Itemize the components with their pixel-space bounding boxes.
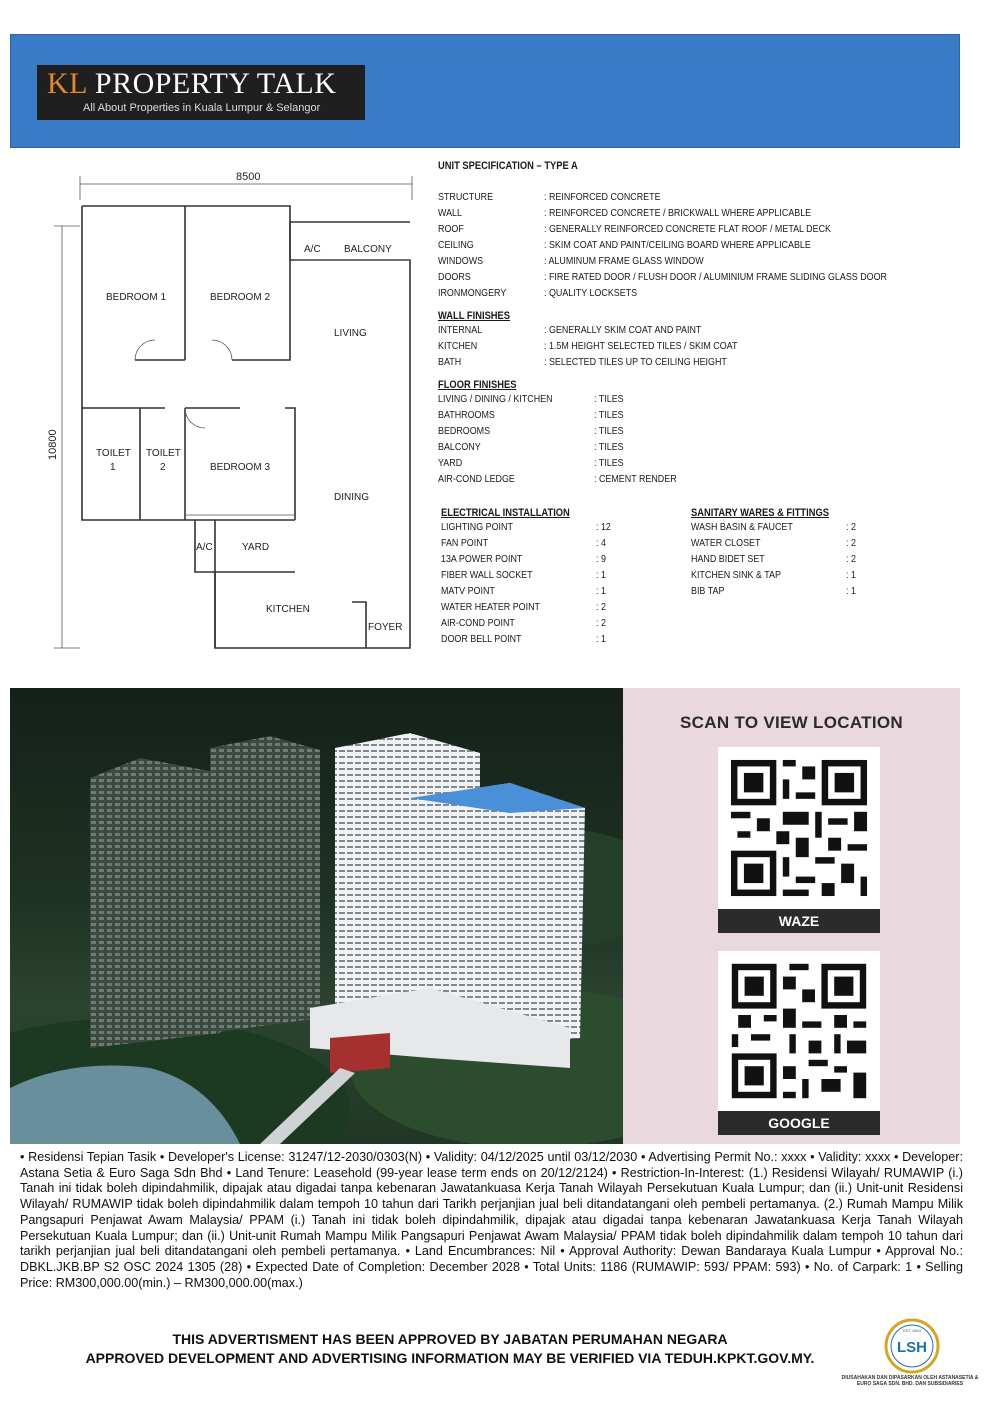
spec-row: BALCONY : TILES bbox=[438, 441, 624, 453]
waze-qr-icon[interactable] bbox=[718, 747, 880, 909]
spec-row: BATHROOMS : TILES bbox=[438, 409, 624, 421]
room-bedroom2: BEDROOM 2 bbox=[210, 292, 271, 303]
brand-logo bbox=[37, 65, 365, 120]
spec-row: DOOR BELL POINT : 1 bbox=[441, 633, 606, 645]
spec-row: LIVING / DINING / KITCHEN : TILES bbox=[438, 393, 624, 405]
google-label[interactable]: GOOGLE bbox=[718, 1111, 880, 1135]
room-toilet2-num: 2 bbox=[160, 462, 166, 473]
spec-row: BIB TAP : 1 bbox=[691, 585, 856, 597]
floor-finishes-list bbox=[438, 391, 958, 487]
approval-line-1: THIS ADVERTISMENT HAS BEEN APPROVED BY JABATAN PERUMAHAN NEGARA bbox=[172, 1331, 728, 1347]
width-dimension: 8500 bbox=[236, 171, 261, 183]
scan-title: SCAN TO VIEW LOCATION bbox=[680, 713, 903, 732]
spec-row: YARD : TILES bbox=[438, 457, 624, 469]
height-dimension: 10800 bbox=[47, 429, 59, 460]
waze-label[interactable]: WAZE bbox=[718, 909, 880, 933]
room-toilet1-num: 1 bbox=[110, 462, 116, 473]
spec-row: INTERNAL : GENERALLY SKIM COAT AND PAINT bbox=[438, 324, 702, 336]
spec-row: STRUCTURE : REINFORCED CONCRETE bbox=[438, 191, 661, 203]
room-living: LIVING bbox=[334, 328, 367, 339]
approval-line-2: APPROVED DEVELOPMENT AND ADVERTISING INFORMATION MAY BE VERIFIED VIA TEDUH.KPKT.GOV.MY. bbox=[85, 1350, 815, 1366]
spec-row: WASH BASIN & FAUCET : 2 bbox=[691, 521, 856, 533]
spec-row: HAND BIDET SET : 2 bbox=[691, 553, 856, 565]
room-yard: YARD bbox=[242, 542, 270, 553]
room-dining: DINING bbox=[334, 492, 369, 503]
lsh-caption: DIUSAHAKAN DAN DIPASARKAN OLEH ASTANASETIA & EURO SAGA SDN. BHD. DAN SUBSIDIARIES bbox=[841, 1375, 979, 1387]
spec-row: WATER HEATER POINT : 2 bbox=[441, 601, 606, 613]
spec-row: WATER CLOSET : 2 bbox=[691, 537, 856, 549]
render-illustration bbox=[10, 688, 623, 1144]
legal-disclosure: • Residensi Tepian Tasik • Developer's License: 31247/12-2030/0303(N) • Validity: 04/12/2025 until 03/12/2030 • Advertising Permit No.: xxxx • Validity: xxxx • Developer: Astana Setia & Euro Saga Sdn Bhd • Land Tenure: Leasehold (99-year lease term ends on 20/12/2124) • Restriction-In-Interest: (1.) Residensi Wilayah/ RUMAWIP (i.) Tanah ini tidak boleh dipindahmilik, dipajak atau digadai tanpa kebenaran Jawatankuasa Kerja Tanah Wilayah Persekutuan Kuala Lumpur; dan (ii.) Unit-unit Residensi Wilayah/ RUMAWIP tidak boleh dipindahmilik dalam tempoh 10 tahun dari Tarikh perjanjian jual beli ditandatangani oleh pembeli pertamanya. (2.) Rumah Mampu Milik Pangsapuri Penjawat Awam Malaysia/ PPAM (i.) Tanah ini tidak boleh dipindahmilik, dipajak atau digadai tanpa kebenaran Jawatankuasa Kerja Tanah Wilayah Persekutuan Kuala Lumpur; dan (ii.) Unit-unit Rumah Mampu Milik Pangsapuri Penjawat Awam Malaysia/ PPAM tidak boleh dipindahmilik dalam tempoh 10 tahun dari tarikh perjanjian jual beli ditandatangani oleh pembeli pertamanya. • Land Encumbrances: Nil • Approval Authority: Dewan Bandaraya Kuala Lumpur • Approval No.: DBKL.JKB.BP S2 OSC 2024 1305 (28) • Expected Date of Completion: December 2028 • Total Units: 1186 (RUMAWIP: 593/ PPAM: 593) • No. of Carpark: 1 • Selling Price: RM300,000.00(min.) – RM300,000.00(max.) bbox=[20, 1150, 963, 1290]
room-ac-yard: A/C bbox=[196, 542, 213, 553]
header-band bbox=[10, 34, 960, 148]
brand-tagline: All About Properties in Kuala Lumpur & Selangor bbox=[83, 102, 321, 114]
lsh-logo bbox=[884, 1318, 940, 1374]
spec-row: WALL : REINFORCED CONCRETE / BRICKWALL WHERE APPLICABLE bbox=[438, 207, 812, 219]
wall-finishes-heading: WALL FINISHES bbox=[438, 310, 511, 322]
spec-row: MATV POINT : 1 bbox=[441, 585, 606, 597]
room-balcony: BALCONY bbox=[344, 244, 392, 255]
wall-finishes-list bbox=[438, 322, 958, 370]
room-toilet2: TOILET bbox=[146, 448, 181, 459]
brand-kl: KL bbox=[47, 67, 87, 100]
spec-row: BATH : SELECTED TILES UP TO CEILING HEIGHT bbox=[438, 356, 727, 368]
spec-row: BEDROOMS : TILES bbox=[438, 425, 624, 437]
google-qr-icon[interactable] bbox=[718, 951, 880, 1111]
spec-row: FAN POINT : 4 bbox=[441, 537, 606, 549]
building-render bbox=[10, 688, 623, 1144]
electrical-installation bbox=[441, 507, 681, 647]
lsh-logo-text: LSH bbox=[897, 1339, 927, 1356]
spec-title: UNIT SPECIFICATION – TYPE A bbox=[438, 160, 578, 172]
spec-row: ROOF : GENERALLY REINFORCED CONCRETE FLAT ROOF / METAL DECK bbox=[438, 223, 831, 235]
room-bedroom3: BEDROOM 3 bbox=[210, 462, 271, 473]
spec-row: AIR-COND POINT : 2 bbox=[441, 617, 606, 629]
spec-row: CEILING : SKIM COAT AND PAINT/CEILING BOARD WHERE APPLICABLE bbox=[438, 239, 811, 251]
spec-row: LIGHTING POINT : 12 bbox=[441, 521, 611, 533]
floor-plan bbox=[40, 160, 430, 660]
room-toilet1: TOILET bbox=[96, 448, 131, 459]
spec-row: 13A POWER POINT : 9 bbox=[441, 553, 606, 565]
spec-row: FIBER WALL SOCKET : 1 bbox=[441, 569, 606, 581]
sanitary-heading: SANITARY WARES & FITTINGS bbox=[691, 507, 830, 519]
brand-title bbox=[47, 67, 336, 101]
electrical-heading: ELECTRICAL INSTALLATION bbox=[441, 507, 570, 519]
room-foyer: FOYER bbox=[368, 622, 403, 633]
brand-rest: PROPERTY TALK bbox=[86, 67, 337, 100]
room-kitchen: KITCHEN bbox=[266, 604, 310, 615]
spec-row: IRONMONGERY : QUALITY LOCKSETS bbox=[438, 287, 638, 299]
scan-location-panel bbox=[623, 688, 960, 1144]
spec-row: DOORS : FIRE RATED DOOR / FLUSH DOOR / ALUMINIUM FRAME SLIDING GLASS DOOR bbox=[438, 271, 888, 283]
spec-row: KITCHEN SINK & TAP : 1 bbox=[691, 569, 856, 581]
spec-row: WINDOWS : ALUMINUM FRAME GLASS WINDOW bbox=[438, 255, 704, 267]
google-qr-card[interactable] bbox=[718, 951, 880, 1135]
unit-specification bbox=[438, 160, 958, 645]
room-bedroom1: BEDROOM 1 bbox=[106, 292, 167, 303]
lsh-logo-top: EST 1964 bbox=[903, 1328, 921, 1333]
spec-general-list bbox=[438, 189, 958, 301]
room-ac-top: A/C bbox=[304, 244, 321, 255]
spec-row: AIR-COND LEDGE : CEMENT RENDER bbox=[438, 473, 677, 485]
waze-qr-card[interactable] bbox=[718, 747, 880, 933]
sanitary-wares bbox=[691, 507, 931, 599]
floor-finishes-heading: FLOOR FINISHES bbox=[438, 379, 517, 391]
approval-notice bbox=[30, 1330, 870, 1368]
spec-row: KITCHEN : 1.5M HEIGHT SELECTED TILES / SKIM COAT bbox=[438, 340, 738, 352]
